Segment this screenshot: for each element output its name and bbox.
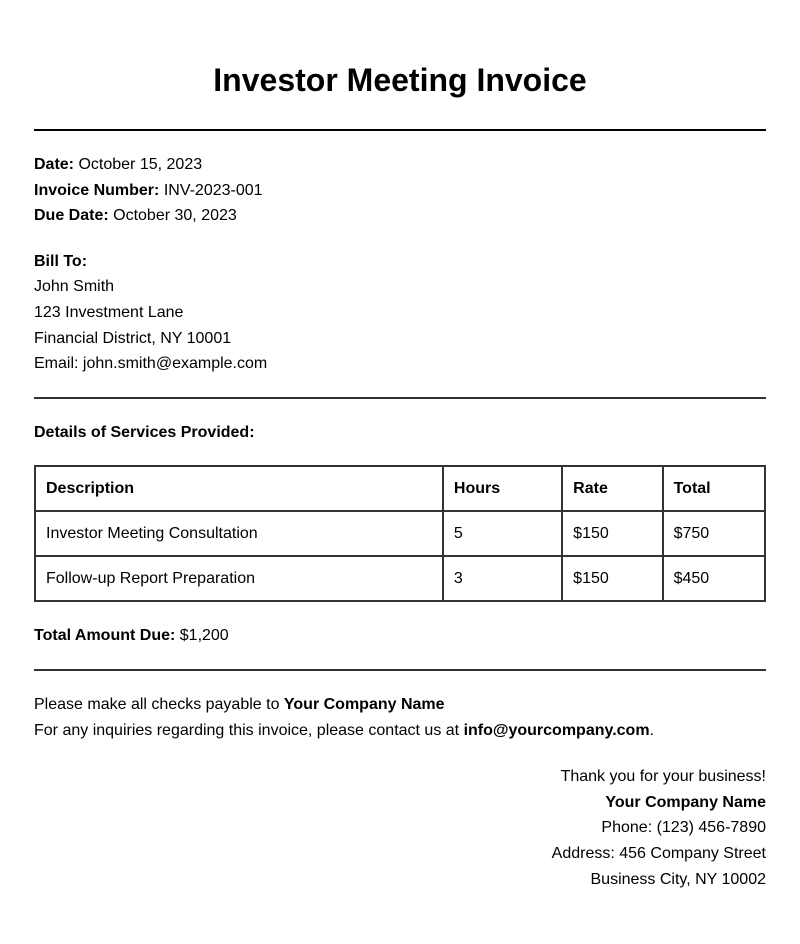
invoice-date-value: October 15, 2023: [78, 156, 203, 173]
signoff-phone: Phone: (123) 456-7890: [601, 819, 766, 837]
inquiry-text: For any inquiries regarding this invoice, please contact us at: [34, 721, 464, 739]
invoice-due-value: October 30, 2023: [113, 207, 237, 225]
inquiry-suffix: .: [649, 721, 655, 739]
invoice-due-line: [34, 203, 766, 229]
checks-payable-text: Please make all checks payable to: [34, 695, 284, 713]
services-table: [34, 465, 766, 602]
cell-total: $450: [663, 556, 765, 601]
invoice-page: [34, 0, 766, 892]
billto-divider: [34, 397, 766, 399]
services-heading: Details of Services Provided:: [34, 423, 255, 441]
invoice-number-line: [34, 178, 766, 204]
checks-payable-line: [34, 692, 766, 718]
signoff-block: [34, 764, 766, 892]
bill-to-email: Email: john.smith@example.com: [34, 355, 268, 373]
signoff-city: Business City, NY 10002: [590, 870, 766, 888]
contact-email-link[interactable]: info@yourcompany.com: [463, 721, 650, 739]
title-divider: [34, 129, 766, 131]
total-due-label: Total Amount Due:: [34, 627, 176, 645]
invoice-due-label: Due Date:: [34, 207, 109, 225]
bill-to-address2: Financial District, NY 10001: [34, 329, 232, 347]
inquiry-line: [34, 718, 766, 744]
cell-hours: 5: [443, 511, 562, 556]
invoice-number-label: Invoice Number:: [34, 181, 160, 199]
header-hours: Hours: [443, 466, 562, 511]
bill-to-name: John Smith: [34, 278, 115, 296]
invoice-number-value: INV-2023-001: [163, 181, 263, 199]
invoice-meta: [34, 152, 766, 229]
signoff-company-name: Your Company Name: [605, 793, 766, 811]
signoff-address: Address: 456 Company Street: [551, 844, 766, 862]
cell-description: Follow-up Report Preparation: [35, 556, 443, 601]
invoice-title: Investor Meeting Invoice: [213, 62, 587, 98]
cell-rate: $150: [562, 556, 662, 601]
invoice-date-label: Date:: [34, 156, 75, 173]
table-header-row: [35, 466, 765, 511]
cell-total: $750: [663, 511, 765, 556]
header-description: Description: [35, 466, 443, 511]
table-row: [35, 556, 765, 601]
total-due-value: $1,200: [179, 627, 229, 645]
cell-description: Investor Meeting Consultation: [35, 511, 443, 556]
table-row: [35, 511, 765, 556]
header-rate: Rate: [562, 466, 662, 511]
total-divider: [34, 669, 766, 671]
invoice-date-line: [34, 152, 766, 178]
cell-hours: 3: [443, 556, 562, 601]
cell-rate: $150: [562, 511, 662, 556]
bill-to-section: [34, 249, 766, 377]
total-due-line: [34, 623, 766, 649]
payable-company-name: Your Company Name: [283, 695, 445, 713]
payment-instructions: [34, 692, 766, 743]
header-total: Total: [663, 466, 765, 511]
bill-to-address1: 123 Investment Lane: [34, 303, 184, 321]
bill-to-label: Bill To:: [34, 252, 88, 270]
thanks-line: Thank you for your business!: [560, 768, 766, 786]
